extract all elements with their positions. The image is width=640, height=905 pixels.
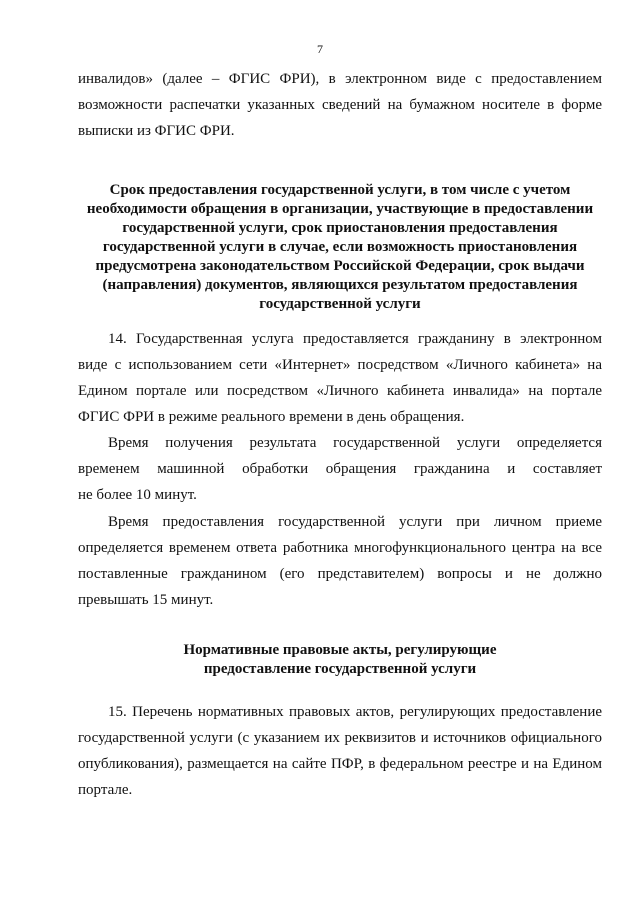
intro-line-3: выписки из ФГИС ФРИ. — [78, 123, 235, 139]
paragraph-14 — [78, 326, 602, 430]
intro-line-2: возможности распечатки указанных сведений на бумажном носителе в форме — [78, 97, 602, 113]
page-number: 7 — [317, 42, 323, 56]
paragraph-15 — [78, 699, 602, 803]
heading-1-line-1: Срок предоставления государственной услуги, в том числе с учетом — [109, 182, 571, 198]
p15-line-3: опубликования), размещается на сайте ПФР, в федеральном реестре и на Едином — [78, 756, 602, 772]
heading-1-line-5: предусмотрена законодательством Российской Федерации, срок выдачи — [95, 258, 585, 274]
p14-line-4: ФГИС ФРИ в режиме реального времени в день обращения. — [78, 409, 465, 425]
p14-line-1: 14. Государственная услуга предоставляется гражданину в электронном — [108, 331, 602, 347]
p14-line-2: виде с использованием сети «Интернет» посредством «Личного кабинета» на — [78, 357, 602, 373]
section-heading-term — [78, 181, 602, 314]
p14-line-3: Едином портале или посредством «Личного кабинета инвалида» на портале — [78, 383, 602, 399]
p15-line-2: государственной услуги (с указанием их реквизитов и источников официального — [78, 730, 602, 746]
intro-paragraph — [78, 66, 602, 144]
heading-1-line-4: государственной услуги в случае, если возможность приостановления — [102, 239, 578, 255]
heading-1-line-3: государственной услуги, срок приостановления предоставления — [122, 220, 558, 236]
heading-1-line-6: (направления) документов, являющихся результатом предоставления — [102, 277, 578, 293]
time-personal-line-4: превышать 15 минут. — [78, 592, 214, 608]
heading-1-line-7: государственной услуги — [259, 296, 421, 312]
time-result-line-3: не более 10 минут. — [78, 487, 197, 503]
heading-2-line-2: предоставление государственной услуги — [203, 661, 477, 677]
time-personal-line-2: определяется временем ответа работника многофункционального центра на все — [78, 540, 602, 556]
time-result-line-2: временем машинной обработки обращения гражданина и составляет — [78, 461, 602, 477]
time-personal-line-1: Время предоставления государственной услуги при личном приеме — [108, 514, 602, 530]
paragraph-time-personal — [78, 509, 602, 613]
heading-2-line-1: Нормативные правовые акты, регулирующие — [183, 642, 497, 658]
p15-line-4: портале. — [78, 782, 133, 798]
intro-line-1: инвалидов» (далее – ФГИС ФРИ), в электронном виде с предоставлением — [78, 71, 602, 87]
paragraph-time-result — [78, 430, 602, 508]
time-personal-line-3: поставленные гражданином (его представителем) вопросы и не должно — [78, 566, 602, 582]
section-heading-legal-acts — [78, 641, 602, 679]
heading-1-line-2: необходимости обращения в организации, участвующие в предоставлении — [86, 201, 594, 217]
p15-line-1: 15. Перечень нормативных правовых актов, регулирующих предоставление — [108, 704, 602, 720]
time-result-line-1: Время получения результата государственной услуги определяется — [108, 435, 602, 451]
